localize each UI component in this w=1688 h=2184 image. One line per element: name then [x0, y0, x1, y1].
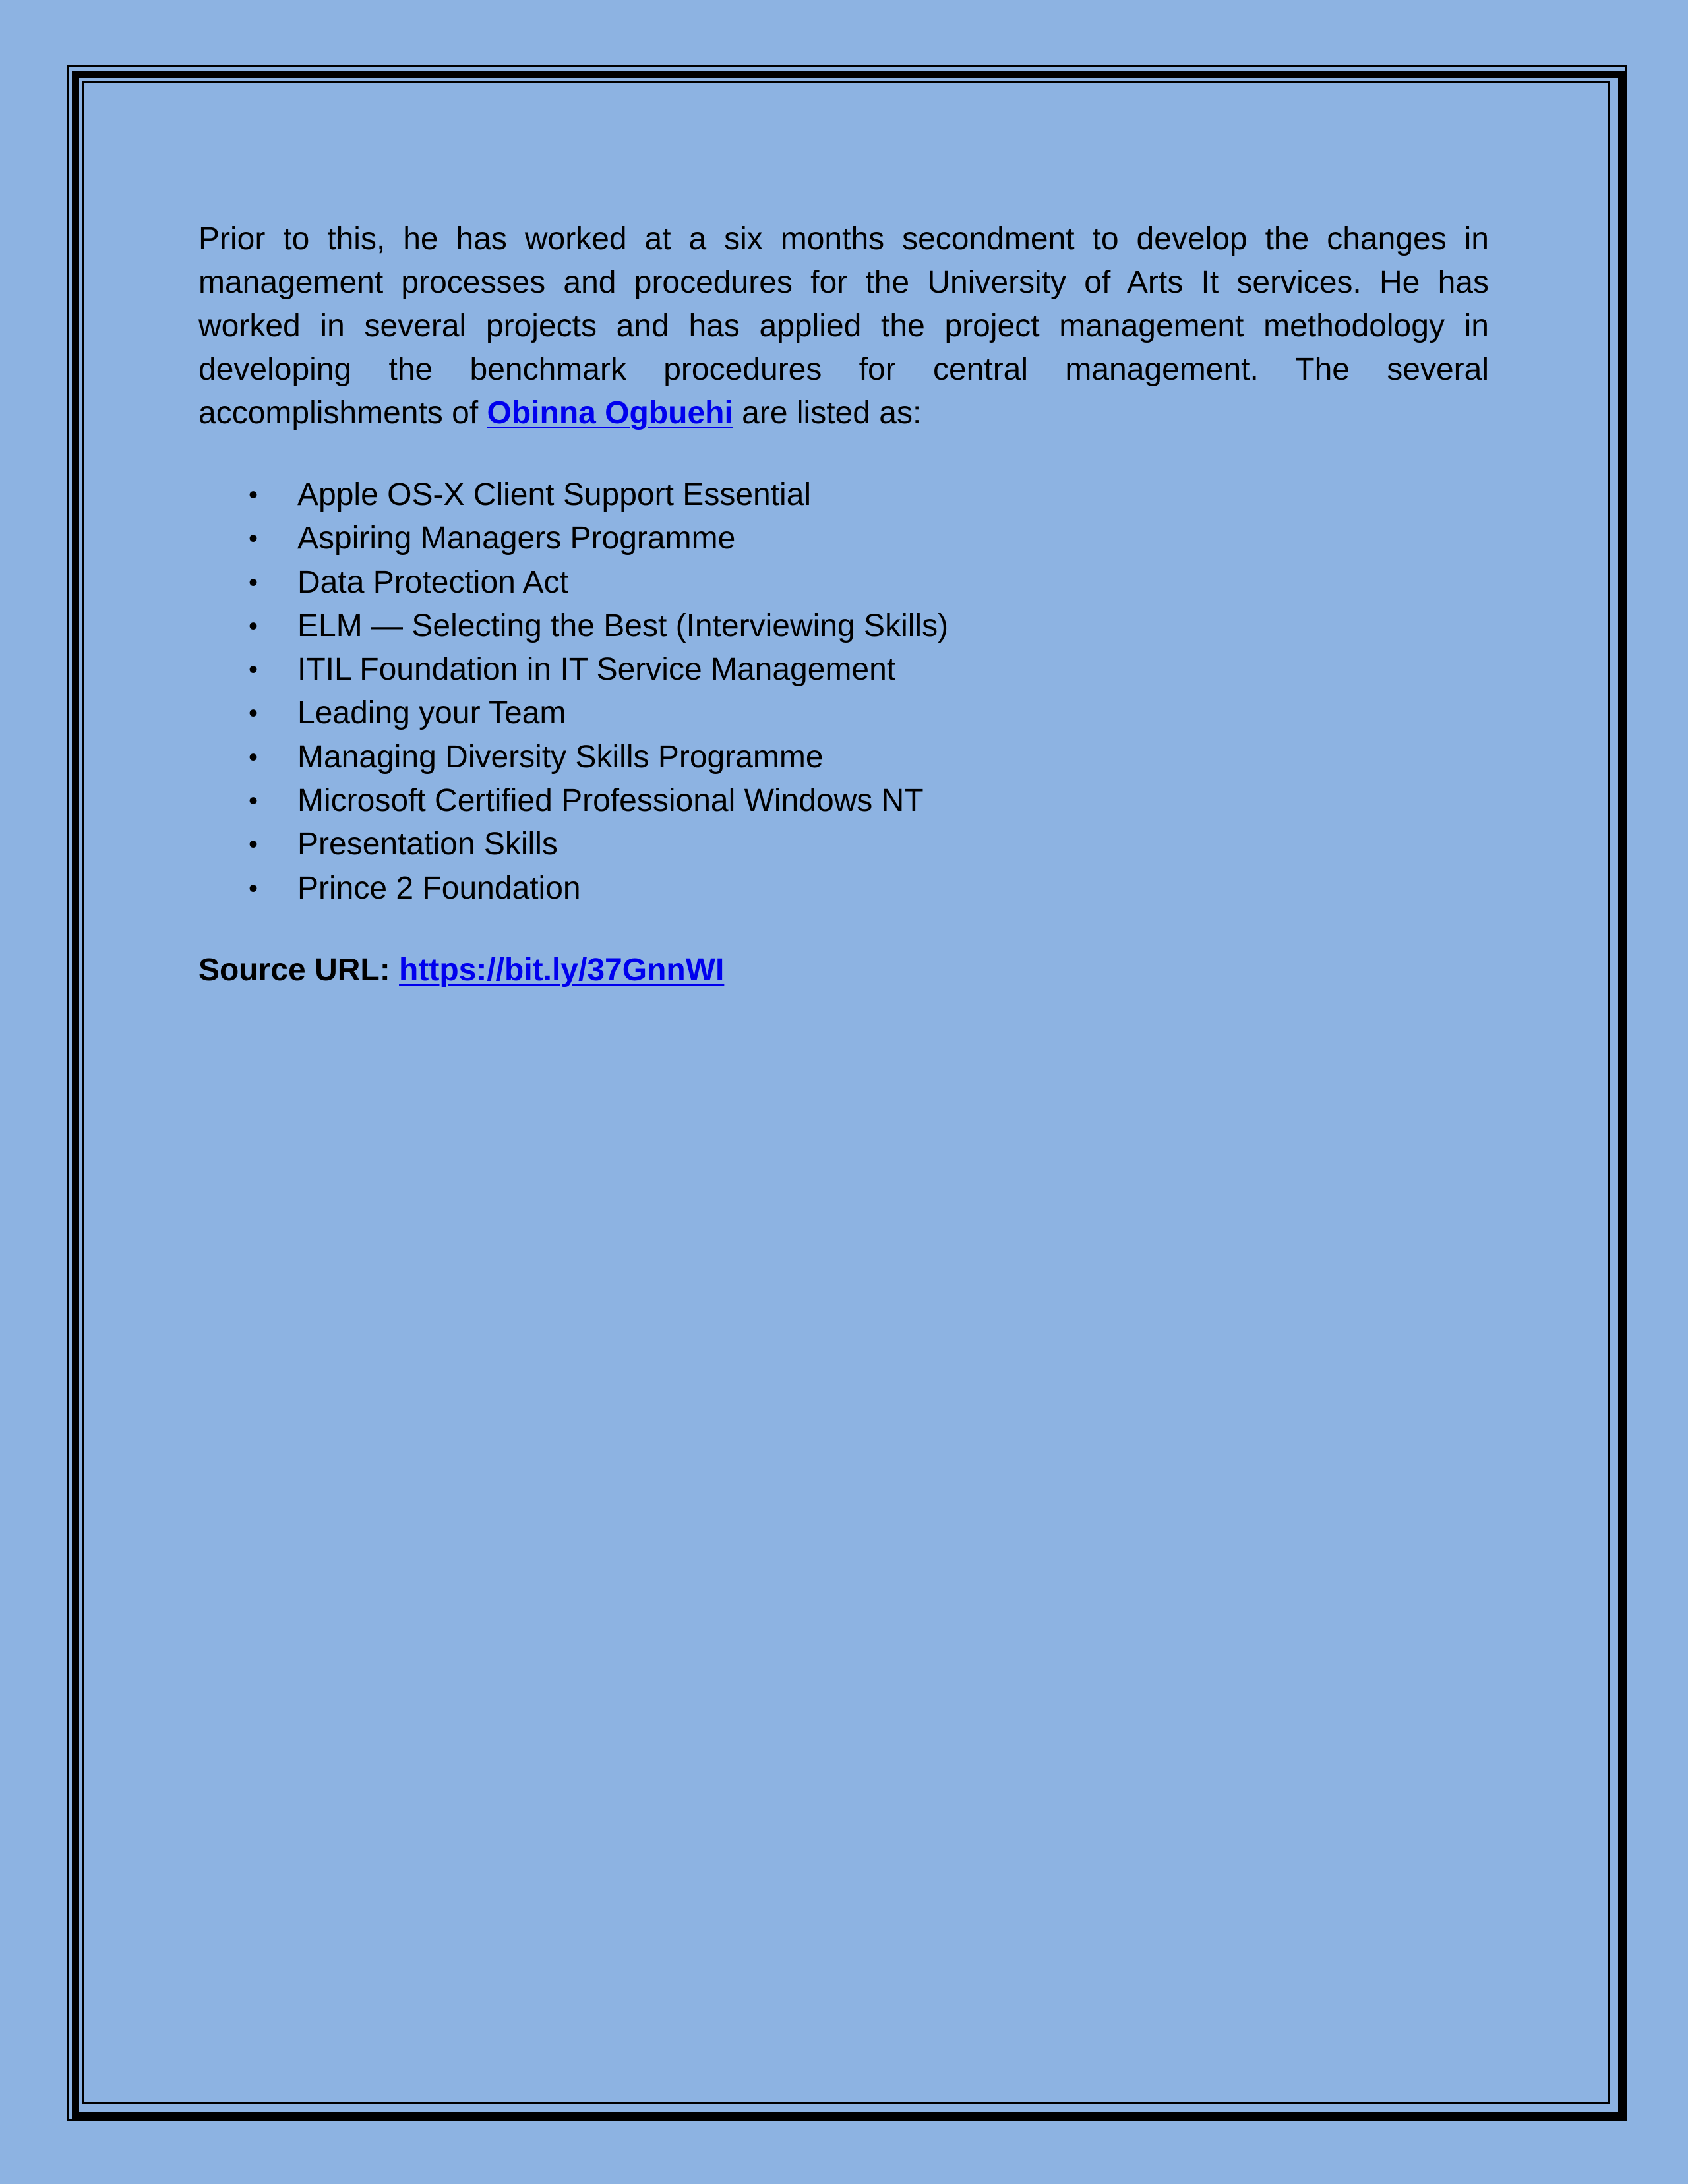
- list-item-text: ITIL Foundation in IT Service Management: [297, 652, 896, 688]
- bullet-icon: •: [249, 742, 258, 772]
- list-item-text: Data Protection Act: [297, 564, 568, 600]
- bullet-icon: •: [249, 524, 258, 554]
- intro-text: Prior to this, he has worked at a six months secondment to develop the changes in management processes and procedures for the University of Arts It services. He has worked in several projects and has applied the project management methodology in developing the benchmark procedures for central management. The several accomplishments of: [198, 221, 1489, 430]
- list-item: [198, 648, 1489, 692]
- list-item: [198, 473, 1489, 517]
- list-item: [198, 605, 1489, 648]
- bullet-icon: •: [249, 873, 258, 903]
- bullet-icon: •: [249, 786, 258, 816]
- list-item-text: Prince 2 Foundation: [297, 870, 581, 906]
- bullet-icon: •: [249, 611, 258, 641]
- source-label: Source URL:: [198, 952, 400, 988]
- list-item: [198, 517, 1489, 560]
- source-line: [198, 949, 1489, 992]
- list-item-text: Leading your Team: [297, 695, 566, 731]
- list-item-text: Presentation Skills: [297, 827, 558, 862]
- source-url-link[interactable]: https://bit.ly/37GnnWI: [399, 952, 725, 988]
- intro-paragraph: [198, 218, 1489, 435]
- list-item: [198, 867, 1489, 910]
- list-item: [198, 779, 1489, 823]
- bullet-icon: •: [249, 568, 258, 597]
- bullet-icon: •: [249, 699, 258, 728]
- intro-text-end: are listed as:: [733, 396, 922, 430]
- bullet-icon: •: [249, 481, 258, 510]
- list-item-text: Microsoft Certified Professional Windows NT: [297, 783, 924, 819]
- bullet-icon: •: [249, 830, 258, 860]
- list-item-text: ELM — Selecting the Best (Interviewing Skills): [297, 608, 949, 643]
- list-item-text: Aspiring Managers Programme: [297, 521, 736, 556]
- accomplishments-list: [198, 473, 1489, 910]
- list-item-text: Apple OS-X Client Support Essential: [297, 477, 812, 512]
- document-body: [198, 218, 1489, 992]
- list-item: [198, 692, 1489, 735]
- list-item-text: Managing Diversity Skills Programme: [297, 739, 824, 775]
- list-item: [198, 736, 1489, 779]
- bullet-icon: •: [249, 655, 258, 685]
- list-item: [198, 823, 1489, 866]
- list-item: [198, 561, 1489, 605]
- person-link[interactable]: Obinna Ogbuehi: [487, 396, 733, 430]
